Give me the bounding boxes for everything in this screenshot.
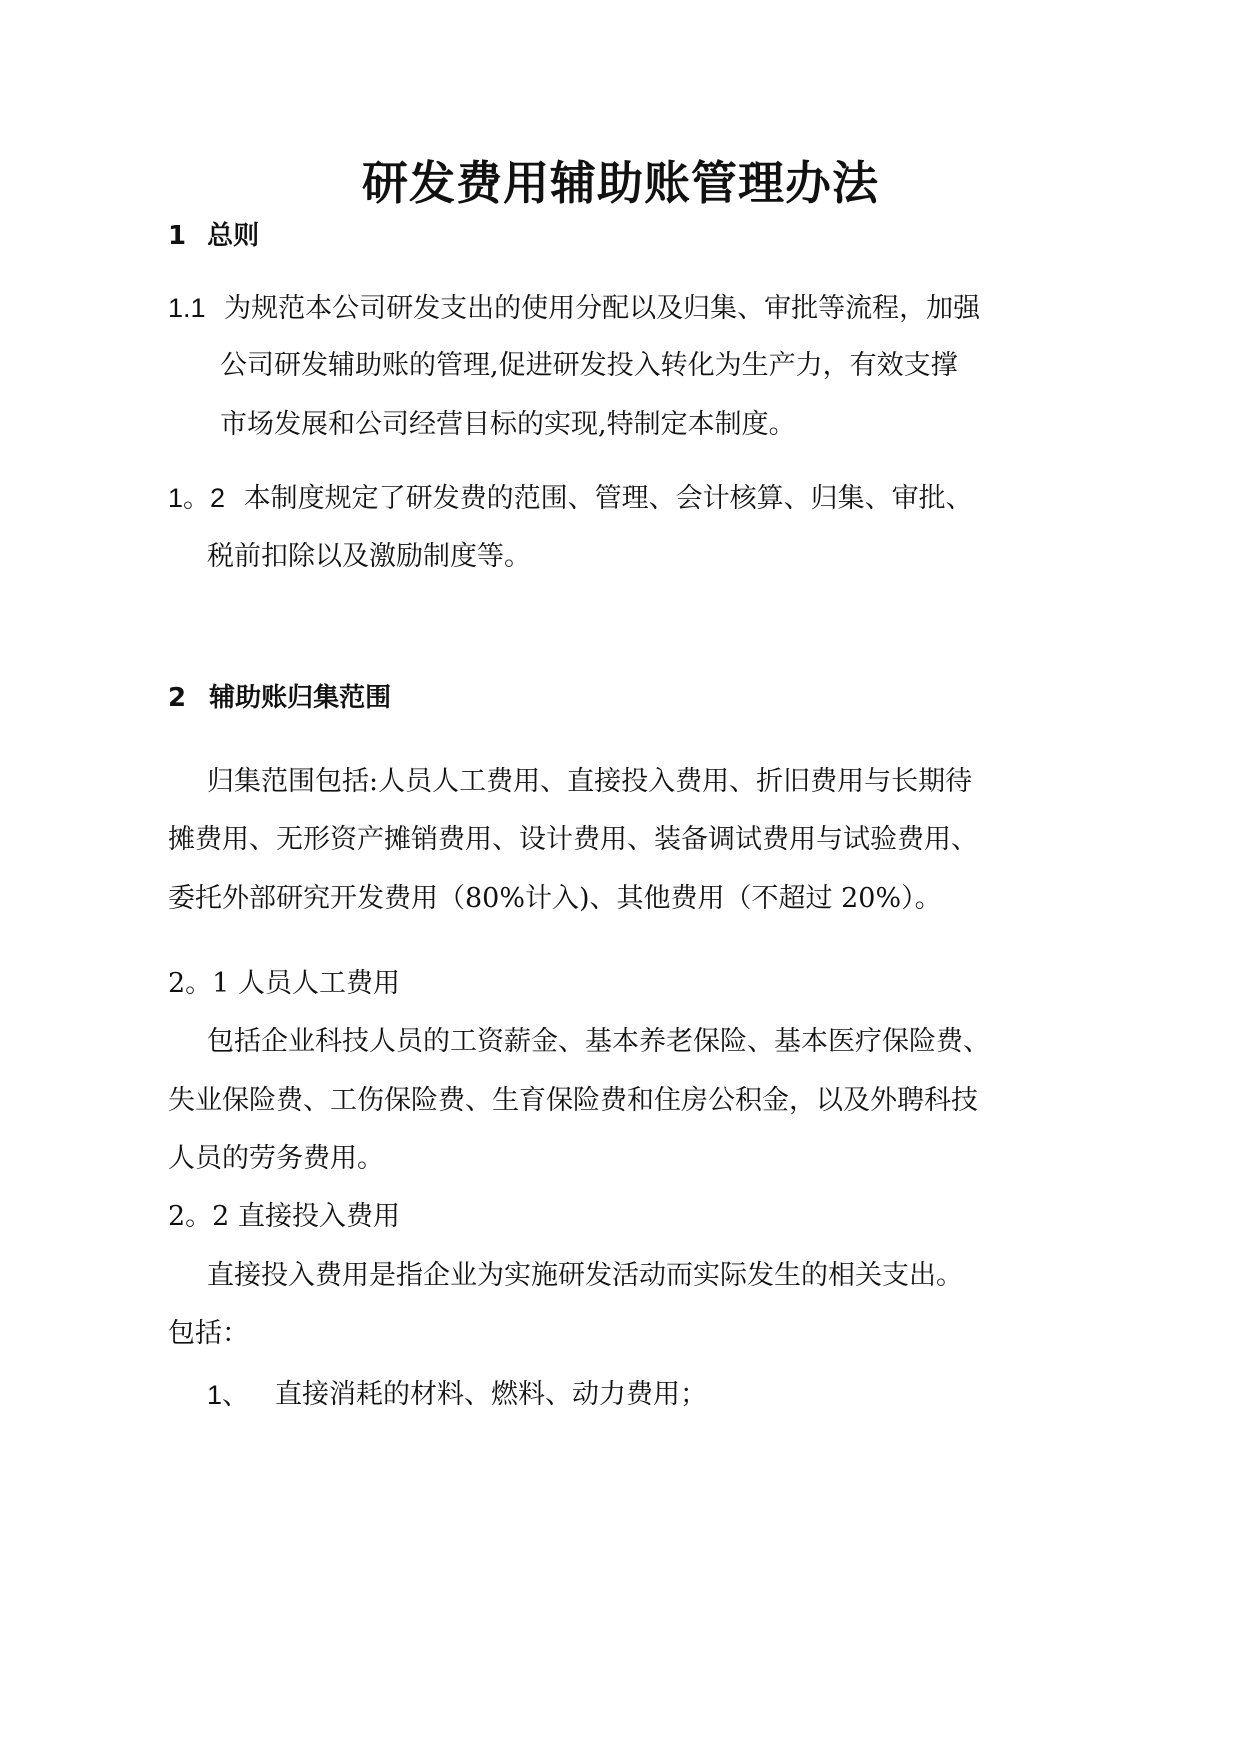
subsection-2-2-heading: 2。2 直接投入费用 xyxy=(168,1201,400,1232)
paragraph-1-1-line-1 xyxy=(168,288,980,329)
subsection-2-2-line-2: 包括： xyxy=(168,1318,249,1349)
list-item-1 xyxy=(207,1375,707,1416)
paragraph-1-1-number: 1.1 xyxy=(168,293,206,323)
list-item-1-text: 直接消耗的材料、燃料、动力费用； xyxy=(275,1379,707,1410)
paragraph-1-2-number: 1。2 xyxy=(168,483,226,513)
section-1-number: 1 xyxy=(168,221,187,251)
paragraph-1-1-text: 为规范本公司研发支出的使用分配以及归集、审批等流程，加强 xyxy=(224,293,981,324)
subsection-2-1-line-3: 人员的劳务费用。 xyxy=(168,1143,384,1174)
subsection-2-2-line-1: 直接投入费用是指企业为实施研发活动而实际发生的相关支出。 xyxy=(207,1260,963,1291)
section-2-title: 辅助账归集范围 xyxy=(209,683,392,713)
scope-intro-line-2: 摊费用、无形资产摊销费用、设计费用、装备调试费用与试验费用、 xyxy=(168,824,978,855)
scope-intro-line-3: 委托外部研究开发费用（80%计入)、其他费用（不超过 20%）。 xyxy=(168,883,942,914)
paragraph-1-1-line-2: 公司研发辅助账的管理,促进研发投入转化为生产力，有效支撑 xyxy=(220,350,958,381)
section-2-heading xyxy=(168,678,391,718)
paragraph-1-2-line-1 xyxy=(168,478,973,519)
scope-intro-line-1: 归集范围包括:人员人工费用、直接投入费用、折旧费用与长期待 xyxy=(207,766,973,797)
section-2-number: 2 xyxy=(168,683,187,713)
section-1-title: 总则 xyxy=(207,221,260,251)
paragraph-1-1-line-3: 市场发展和公司经营目标的实现,特制定本制度。 xyxy=(220,409,796,440)
list-item-1-number: 1、 xyxy=(207,1380,250,1410)
paragraph-1-2-text: 本制度规定了研发费的范围、管理、会计核算、归集、审批、 xyxy=(243,483,973,514)
subsection-2-1-heading: 2。1 人员人工费用 xyxy=(168,968,400,999)
paragraph-1-2-line-2: 税前扣除以及激励制度等。 xyxy=(207,541,531,572)
subsection-2-1-line-2: 失业保险费、工伤保险费、生育保险费和住房公积金，以及外聘科技 xyxy=(168,1085,978,1116)
subsection-2-1-line-1: 包括企业科技人员的工资薪金、基本养老保险、基本医疗保险费、 xyxy=(207,1026,990,1057)
section-1-heading xyxy=(168,216,259,256)
document-title: 研发费用辅助账管理办法 xyxy=(362,156,879,210)
